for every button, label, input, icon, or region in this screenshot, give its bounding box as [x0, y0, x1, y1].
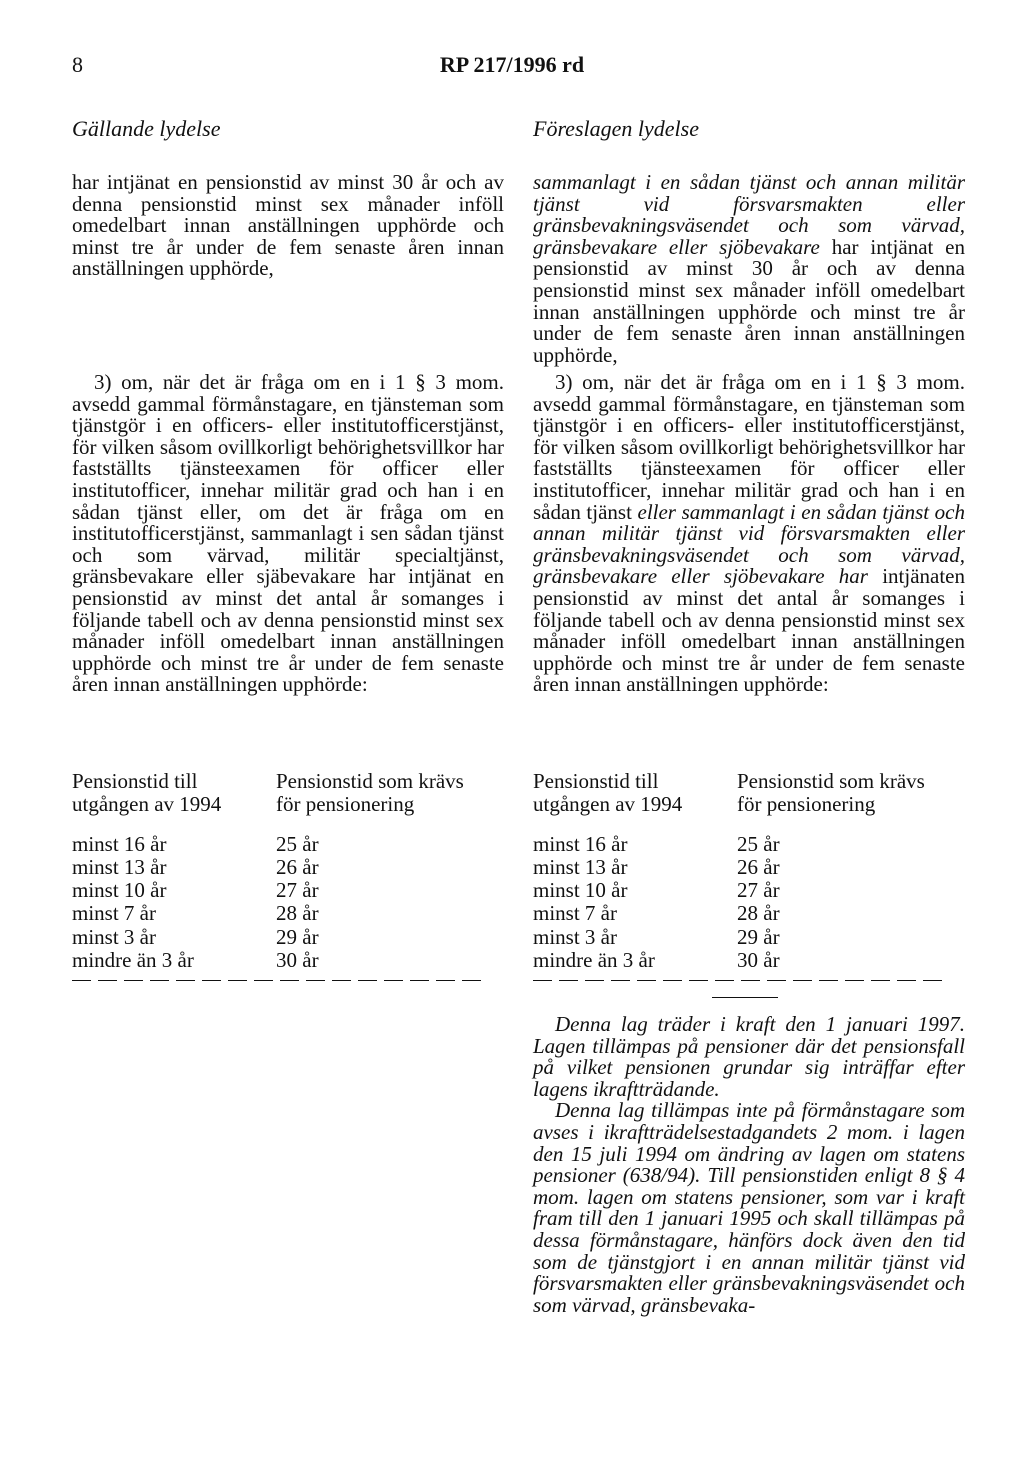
table-cell: minst 16 år: [72, 831, 167, 856]
table-header-cell: Pensionstid som krävs: [737, 769, 925, 793]
left-para1-text: har intjänat en pensionstid av minst 30 år och av denna pensionstid minst sex månader inföll omedelbart innan anställningen upphörde och minst tre år under de fem senaste åren innan anställningen upphörde,: [72, 170, 504, 281]
table-cell: 30 år: [737, 948, 780, 973]
left-column-heading: Gällande lydelse: [72, 116, 221, 141]
table-header-row: [533, 793, 965, 816]
table-cell: 27 år: [276, 878, 319, 903]
table-header-cell: för pensionering: [737, 792, 876, 817]
right-paragraph-2: [533, 372, 965, 696]
table-cell: minst 7 år: [533, 901, 617, 926]
left-para2-text: 3) om, när det är fråga om en i 1 § 3 mom. avsedd gammal förmånstagare, en tjänsteman som tjänstgör i en officers- eller institutofficerstjänst, för vilken såsom ovillkorligt behörighetsvillkor har fastställts tjänsteexamen för officer eller institutofficer, innehar militär grad och han i en sådan tjänst eller, om det är fråga om en institutofficerstjänst, sammanlagt i sen sådan tjänst och som värvad, militär specialtjänst, gränsbevakare eller sjäbevakare har intjänat en pensionstid av minst det antal år somanges i följande tabell och av denna pensionstid minst sex månader inföll omedelbart innan anställningen upphörde och minst tre år under de fem senaste åren innan anställningen upphörde:: [72, 370, 504, 697]
table-row: [533, 833, 965, 856]
document-header: RP 217/1996 rd: [439, 52, 585, 77]
table-cell: 25 år: [737, 831, 780, 856]
table-row: [533, 926, 965, 949]
unchanged-text: har intjänat en pensionstid av minst 30 år och av denna pensionstid minst sex månader inföll omedelbart innan anställningen upphörde och minst tre år under de fem senaste åren innan anställningen upphörde,: [533, 234, 966, 367]
table-row: [72, 833, 504, 856]
table-row: [533, 856, 965, 879]
table-header-cell: för pensionering: [276, 792, 415, 817]
table-cell: minst 13 år: [533, 854, 628, 879]
left-paragraph-2: [72, 372, 504, 696]
right-pension-table: [533, 770, 965, 972]
table-row: [533, 879, 965, 902]
right-para2-text: [533, 372, 965, 696]
table-cell: minst 10 år: [533, 878, 628, 903]
table-cell: minst 13 år: [72, 854, 167, 879]
table-cell: mindre än 3 år: [72, 948, 194, 973]
table-cell: 28 år: [737, 901, 780, 926]
table-header-row: [533, 770, 965, 793]
unchanged-text: 3) om, när det är fråga om en i 1 § 3 mom. avsedd gammal förmånstagare, en tjänsteman som tjänstgör i en officers- eller institutofficerstjänst, för vilken såsom ovillkorligt behörighetsvillkor har fastställts tjänsteexamen för officer eller institutofficer, innehar militär grad och han i en sådan tjänst: [533, 370, 965, 524]
final-provision-2: Denna lag tillämpas inte på förmånstagare som avses i ikraftträdelsestadgandets 2 mom. i lagen den 15 juli 1994 om ändring av lagen om statens pensioner (638/94). Till pensionstiden enligt 8 § 4 mom. lagen om statens pensioner, som var i kraft fram till den 1 januari 1995 och skall tillämpas på dessa förmånstagare, hänförs dock även den tid som de tjänstgjort i en annan militär tjänst vid försvarsmakten eller gränsbevakningsväsendet och som värvad, gränsbevaka-: [533, 1098, 965, 1317]
table-cell: 29 år: [737, 924, 780, 949]
table-header-cell: utgången av 1994: [72, 792, 222, 817]
table-cell: minst 3 år: [72, 924, 156, 949]
right-paragraph-1: [533, 172, 965, 366]
table-cell: 29 år: [276, 924, 319, 949]
table-cell: minst 16 år: [533, 831, 628, 856]
table-row: [72, 902, 504, 925]
table-cell: 25 år: [276, 831, 319, 856]
table-header-cell: utgången av 1994: [533, 792, 683, 817]
table-header-cell: Pensionstid som krävs: [276, 769, 464, 793]
left-dash-line: [72, 966, 488, 991]
table-row: [533, 902, 965, 925]
table-cell: mindre än 3 år: [533, 948, 655, 973]
amended-text: sammanlagt i en sådan tjänst och annan militär tjänst vid försvarsmakten eller gränsbevakningsväsendet och som värvad, gränsbevakare eller sjöbevakare: [533, 170, 965, 259]
left-pension-table: [72, 770, 504, 972]
right-dash-line: [533, 966, 949, 991]
table-cell: 26 år: [276, 854, 319, 879]
table-header-cell: Pensionstid till: [533, 769, 659, 793]
table-cell: 30 år: [276, 948, 319, 973]
section-divider: [712, 997, 778, 998]
right-column-heading: Föreslagen lydelse: [533, 116, 699, 141]
table-cell: 26 år: [737, 854, 780, 879]
final-provision-1: Denna lag träder i kraft den 1 januari 1997. Lagen tillämpas på pensioner där det pensionsfall på vilket pensionen grundar sig inträffar efter lagens ikraftträdande.: [533, 1012, 965, 1101]
right-para1-text: [533, 172, 965, 366]
table-cell: 28 år: [276, 901, 319, 926]
page-number: 8: [72, 52, 83, 77]
final-provisions: [533, 1014, 965, 1316]
table-cell: minst 7 år: [72, 901, 156, 926]
left-paragraph-1: [72, 172, 504, 280]
table-row: [72, 856, 504, 879]
amended-text: eller sammanlagt i en sådan tjänst och annan militär tjänst vid försvarsmakten eller gränsbevakningsväsendet och som värvad, gränsbevakare eller sjöbevakare har: [533, 499, 966, 589]
table-cell: minst 3 år: [533, 924, 617, 949]
table-header-cell: Pensionstid till: [72, 769, 198, 793]
table-row: [72, 926, 504, 949]
table-cell: minst 10 år: [72, 878, 167, 903]
table-row: [72, 879, 504, 902]
table-cell: 27 år: [737, 878, 780, 903]
table-header-row: [72, 793, 504, 816]
unchanged-text: intjänaten pensionstid av minst det antal år somanges i följande tabell och av denna pensionstid minst sex månader inföll omedelbart innan anställningen upphörde och minst tre år under de fem senaste åren innan anställningen upphörde:: [533, 564, 965, 697]
table-header-row: [72, 770, 504, 793]
